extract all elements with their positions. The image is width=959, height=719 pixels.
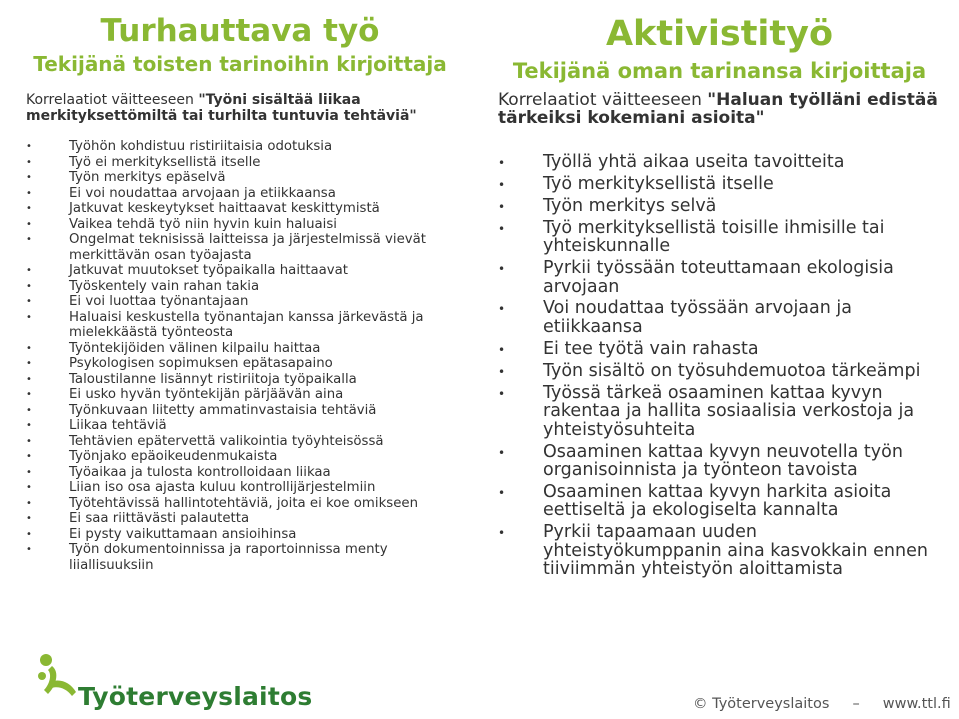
left-title: Turhauttava työ <box>100 13 380 49</box>
right-list-item: • Työllä yhtä aikaa useita tavoitteita <box>498 153 938 172</box>
left-correlation-statement: "Työni sisältää liikaa merkityksettömiltä tai turhilta tuntuvia tehtäviä" <box>26 92 417 124</box>
left-subtitle: Tekijänä toisten tarinoihin kirjoittaja <box>33 52 447 76</box>
right-list-item: • Työn sisältö on työsuhdemuotoa tärkeämpi <box>498 362 938 381</box>
footer-url[interactable]: www.ttl.fi <box>882 696 951 712</box>
right-correlation-statement: "Haluan työlläni edistää tärkeiksi kokemiani asioita" <box>498 90 938 128</box>
right-correlation-prefix: Korrelaatiot väitteeseen <box>498 90 708 110</box>
right-list <box>498 153 938 582</box>
left-list-item: • Jatkuvat keskeytykset haittaavat keskittymistä <box>26 201 466 217</box>
left-list-item: • Työ ei merkityksellistä itselle <box>26 155 466 171</box>
left-list-item: • Työn dokumentoinnissa ja raportoinnissa menty liiallisuuksiin <box>26 542 466 573</box>
right-list-item: • Ei tee työtä vain rahasta <box>498 340 938 359</box>
left-list <box>26 139 466 573</box>
left-list-item: • Työn merkitys epäselvä <box>26 170 466 186</box>
left-list-item: • Ongelmat teknisissä laitteissa ja järjestelmissä vievät merkittävän osan työajasta <box>26 232 466 263</box>
right-list-item: • Voi noudattaa työssään arvojaan ja etiikkaansa <box>498 299 938 336</box>
ttl-logo <box>38 652 313 714</box>
right-list-item: • Osaaminen kattaa kyvyn neuvotella työn organisoinnista ja työnteon tavoista <box>498 443 938 480</box>
right-list-item: • Osaaminen kattaa kyvyn harkita asioita eettiseltä ja ekologiselta kannalta <box>498 483 938 520</box>
left-list-item: • Haluaisi keskustella työnantajan kanssa järkevästä ja mielekkäästä työnteosta <box>26 310 466 341</box>
right-correlation-note <box>498 91 938 127</box>
right-list-item: • Pyrkii työssään toteuttamaan ekologisia arvojaan <box>498 259 938 296</box>
ttl-logo-text: Työterveyslaitos <box>78 682 313 711</box>
left-correlation-note <box>26 92 466 124</box>
left-list-item: • Työaikaa ja tulosta kontrolloidaan liikaa <box>26 465 466 481</box>
right-list-item: • Työ merkityksellistä itselle <box>498 175 938 194</box>
left-list-item: • Ei voi luottaa työnantajaan <box>26 294 466 310</box>
right-title: Aktivistityö <box>605 14 834 54</box>
left-list-item: • Työntekijöiden välinen kilpailu haittaa <box>26 341 466 357</box>
left-list-item: • Vaikea tehdä työ niin hyvin kuin haluaisi <box>26 217 466 233</box>
left-list-item: • Ei voi noudattaa arvojaan ja etiikkaansa <box>26 186 466 202</box>
left-list-item: • Liian iso osa ajasta kuluu kontrollijärjestelmiin <box>26 480 466 496</box>
left-list-item: • Psykologisen sopimuksen epätasapaino <box>26 356 466 372</box>
left-list-item: • Ei usko hyvän työntekijän pärjäävän aina <box>26 387 466 403</box>
left-list-item: • Liikaa tehtäviä <box>26 418 466 434</box>
right-subtitle: Tekijänä oman tarinansa kirjoittaja <box>512 59 927 83</box>
left-list-item: • Työnjako epäoikeudenmukaista <box>26 449 466 465</box>
left-list-item: • Ei pysty vaikuttamaan ansioihinsa <box>26 527 466 543</box>
footer-separator: – <box>852 696 860 712</box>
right-list-item: • Työ merkityksellistä toisille ihmisille tai yhteiskunnalle <box>498 219 938 256</box>
right-list-item: • Työn merkitys selvä <box>498 197 938 216</box>
left-list-item: • Työnkuvaan liitetty ammatinvastaisia tehtäviä <box>26 403 466 419</box>
footer <box>693 696 951 712</box>
left-list-item: • Työtehtävissä hallintotehtäviä, joita ei koe omikseen <box>26 496 466 512</box>
left-correlation-prefix: Korrelaatiot väitteeseen <box>26 92 199 108</box>
left-list-item: • Taloustilanne lisännyt ristiriitoja työpaikalla <box>26 372 466 388</box>
left-list-item: • Ei saa riittävästi palautetta <box>26 511 466 527</box>
left-list-item: • Työskentely vain rahan takia <box>26 279 466 295</box>
left-list-item: • Jatkuvat muutokset työpaikalla haittaavat <box>26 263 466 279</box>
left-list-item: • Tehtävien epätervettä valikointia työyhteisössä <box>26 434 466 450</box>
right-list-item: • Työssä tärkeä osaaminen kattaa kyvyn rakentaa ja hallita sosiaalisia verkostoja ja yhteistyösuhteita <box>498 384 938 440</box>
footer-copyright: © Työterveyslaitos <box>693 696 830 712</box>
left-list-item: • Työhön kohdistuu ristiriitaisia odotuksia <box>26 139 466 155</box>
ttl-logo-icon <box>38 652 82 714</box>
right-list-item: • Pyrkii tapaamaan uuden yhteistyökumppanin aina kasvokkain ennen tiiviimmän yhteistyön aloittamista <box>498 523 938 579</box>
